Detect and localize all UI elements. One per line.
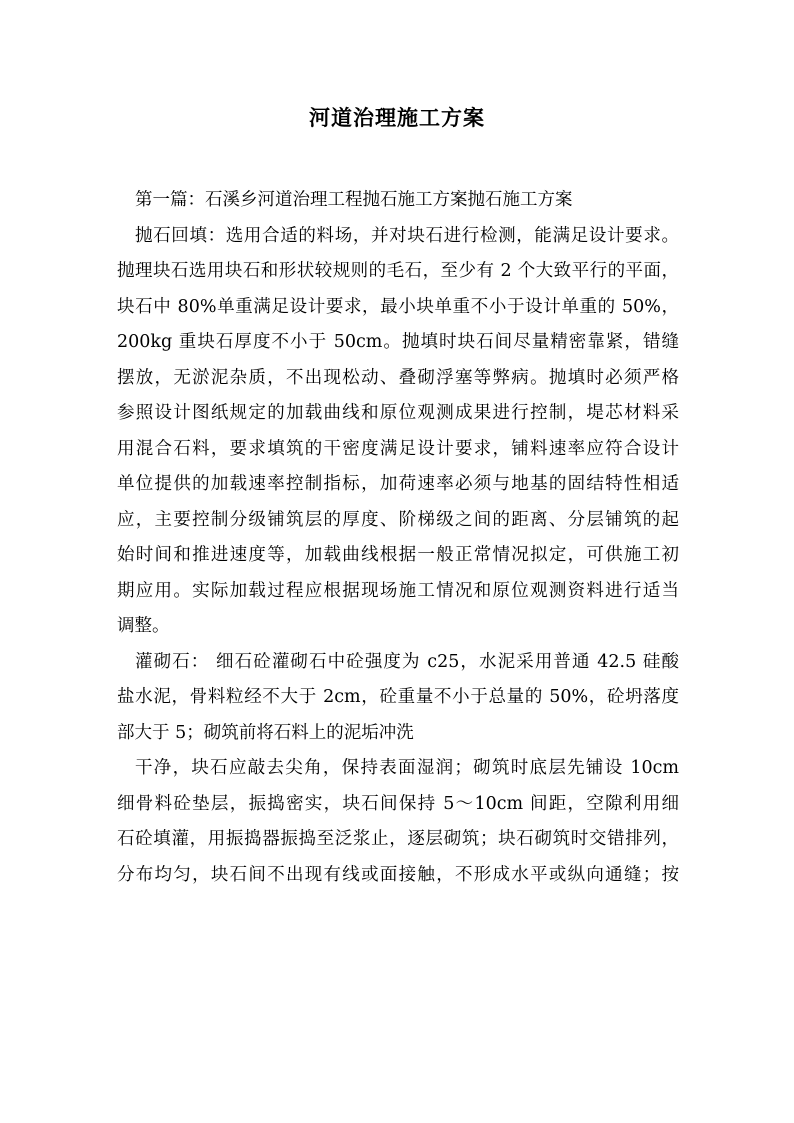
text-line: 200kg 重块石厚度不小于 50cm。抛填时块石间尽量精密靠紧，错缝: [117, 332, 679, 352]
text-line: 调整。: [117, 616, 170, 636]
text-line: 期应用。实际加载过程应根据现场施工情况和原位观测资料进行适当: [117, 580, 679, 601]
text-line: 摆放，无淤泥杂质，不出现松动、叠砌浮塞等弊病。抛填时必须严格: [117, 367, 679, 388]
text-line: 石砼填灌，用振捣器振捣至泛浆止，逐层砌筑；块石砌筑时交错排列，: [117, 829, 679, 849]
text-line: 用混合石料，要求填筑的干密度满足设计要求，铺料速率应符合设计: [117, 438, 679, 459]
text-line: 单位提供的加载速率控制指标，加荷速率必须与地基的固结特性相适: [117, 474, 679, 494]
text-line: 始时间和推进速度等，加载曲线根据一般正常情况拟定，可供施工初: [117, 545, 679, 565]
text-line: 参照设计图纸规定的加载曲线和原位观测成果进行控制，堤芯材料采: [117, 403, 679, 423]
text-line: 盐水泥，骨料粒经不大于 2cm，砼重量不小于总量的 50%，砼坍落度: [117, 687, 679, 707]
text-line: 块石中 80%单重满足设计要求，最小块单重不小于设计单重的 50%，: [117, 296, 679, 317]
document-body: [117, 183, 679, 893]
text-line: 应，主要控制分级铺筑层的厚度、阶梯级之间的距离、分层铺筑的起: [117, 509, 679, 530]
text-line: 部大于 5；砌筑前将石料上的泥垢冲洗: [117, 722, 414, 743]
text-line: 干净，块石应敲去尖角，保持表面湿润；砌筑时底层先铺设 10cm: [135, 758, 679, 778]
text-line: 第一篇：石溪乡河道治理工程抛石施工方案抛石施工方案: [135, 190, 573, 210]
text-line: 灌砌石： 细石砼灌砌石中砼强度为 c25，水泥采用普通 42.5 硅酸: [135, 651, 679, 672]
text-line: 细骨料砼垫层，振捣密实，块石间保持 5～10cm 间距，空隙利用细: [117, 793, 679, 814]
document-title: 河道治理施工方案: [309, 105, 485, 130]
text-line: 分布均匀，块石间不出现有线或面接触，不形成水平或纵向通缝；按: [117, 864, 679, 885]
text-line: 抛理块石选用块石和形状较规则的毛石，至少有 2 个大致平行的平面，: [117, 261, 679, 281]
text-line: 抛石回填：选用合适的料场，并对块石进行检测，能满足设计要求。: [135, 225, 679, 246]
